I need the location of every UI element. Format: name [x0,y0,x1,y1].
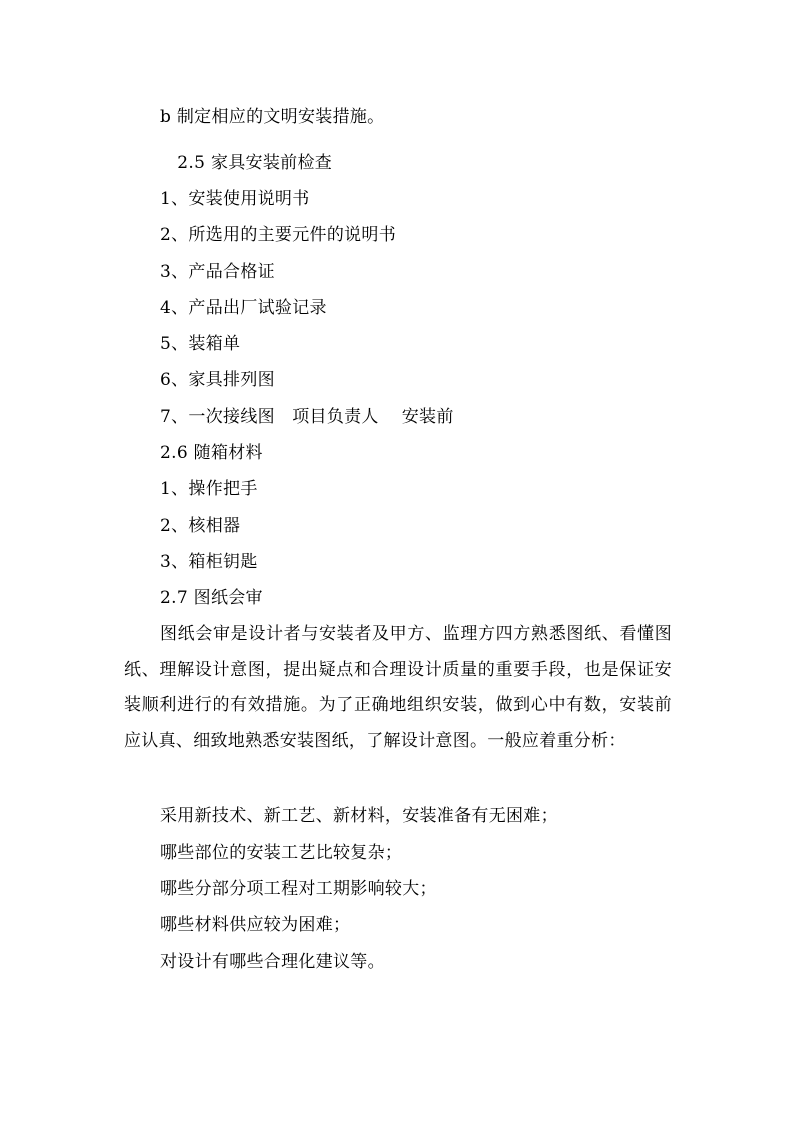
analysis-item: 哪些分部分项工程对工期影响较大； [160,879,437,899]
list-item: 3、箱柜钥匙 [160,552,258,572]
list-item: 4、产品出厂试验记录 [160,298,327,318]
analysis-item: 哪些部位的安装工艺比较复杂； [160,843,403,863]
section-heading-2-7: 2.7 图纸会审 [160,588,263,608]
list-item: 7、一次接线图 项目负责人 安装前 [160,407,454,427]
section-heading-2-5: 2.5 家具安装前检查 [160,153,333,173]
analysis-item: 哪些材料供应较为困难； [160,915,351,935]
section-heading-2-6: 2.6 随箱材料 [160,443,263,463]
analysis-item: 对设计有哪些合理化建议等。 [160,952,385,972]
list-item: 5、装箱单 [160,334,241,354]
body-paragraph: 图纸会审是设计者与安装者及甲方、监理方四方熟悉图纸、看懂图纸、理解设计意图，提出疑点和合理设计质量的重要手段，也是保证安装顺利进行的有效措施。为了正确地组织安装，做到心中有数，安装前应认真、细致地熟悉安装图纸，了解设计意图。一般应着重分析： [124,624,672,751]
list-item: 3、产品合格证 [160,262,275,282]
list-item: 1、操作把手 [160,479,258,499]
list-item: 2、所选用的主要元件的说明书 [160,225,397,245]
list-item: 2、核相器 [160,516,241,536]
list-item: 1、安装使用说明书 [160,189,310,209]
measure-line-b: b 制定相应的文明安装措施。 [160,107,385,127]
list-item: 6、家具排列图 [160,370,275,390]
analysis-item: 采用新技术、新工艺、新材料，安装准备有无困难； [160,806,558,826]
